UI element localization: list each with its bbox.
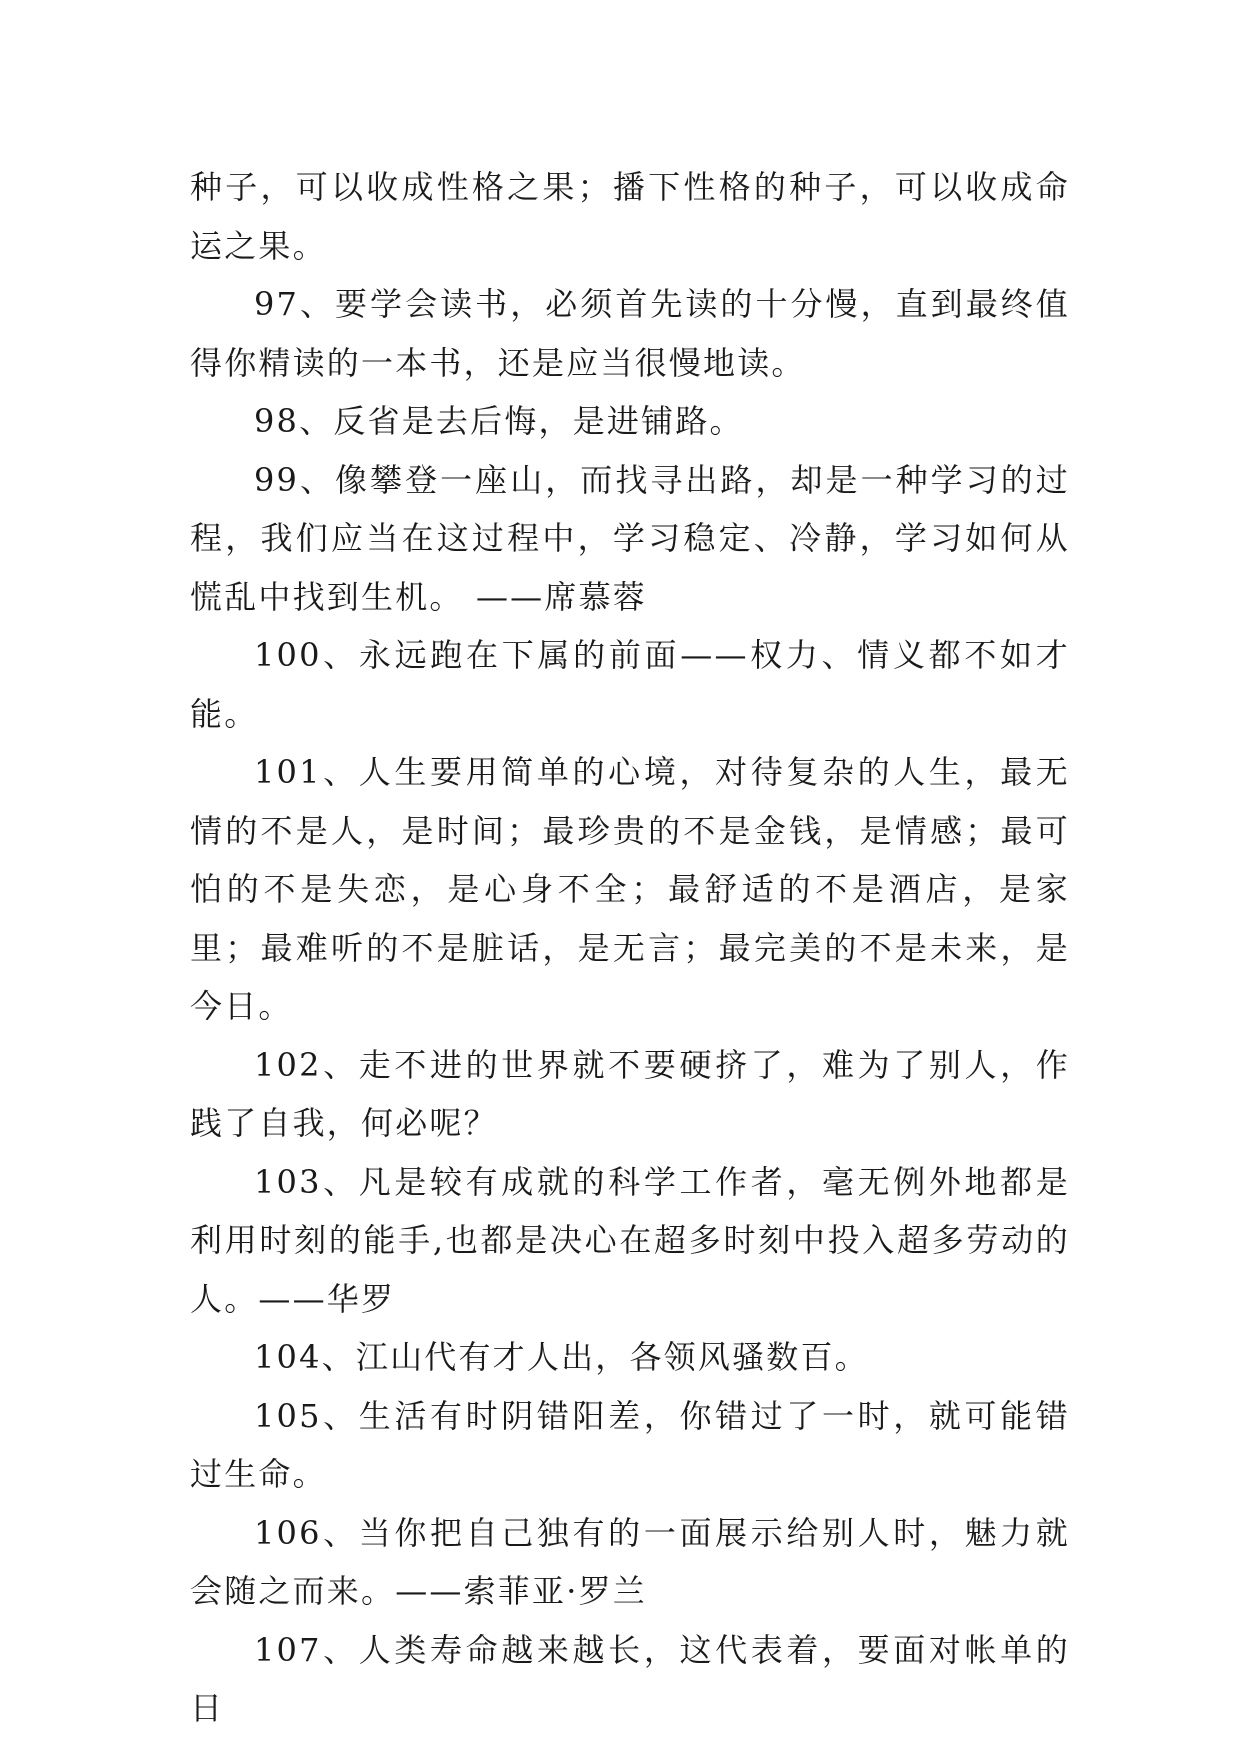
- paragraph-97: 97、要学会读书，必须首先读的十分慢，直到最终值得你精读的一本书，还是应当很慢地读。: [190, 285, 1070, 382]
- paragraph-102: 102、走不进的世界就不要硬挤了，难为了别人，作践了自我，何必呢？: [190, 1045, 1070, 1142]
- paragraph-continuation: 种子，可以收成性格之果；播下性格的种子，可以收成命运之果。: [190, 168, 1070, 265]
- paragraph-98: 98、反省是去后悔，是进铺路。: [254, 402, 744, 440]
- paragraph-99: 99、像攀登一座山，而找寻出路，却是一种学习的过程，我们应当在这过程中，学习稳定、冷静，学习如何从慌乱中找到生机。 ——席慕蓉: [190, 460, 1070, 616]
- paragraph-103: 103、凡是较有成就的科学工作者，毫无例外地都是利用时刻的能手,也都是决心在超多时刻中投入超多劳动的人。——华罗: [190, 1162, 1070, 1318]
- paragraph-101: 101、人生要用简单的心境，对待复杂的人生，最无情的不是人，是时间；最珍贵的不是金钱，是情感；最可怕的不是失恋，是心身不全；最舒适的不是酒店，是家里；最难听的不是脏话，是无言；最完美的不是未来，是今日。: [190, 753, 1070, 1025]
- paragraph-100: 100、永远跑在下属的前面——权力、情义都不如才能。: [190, 636, 1070, 733]
- paragraph-107: 107、人类寿命越来越长，这代表着，要面对帐单的日: [190, 1630, 1070, 1727]
- document-body: [190, 158, 1070, 1738]
- paragraph-106: 106、当你把自己独有的一面展示给别人时，魅力就会随之而来。——索菲亚·罗兰: [190, 1513, 1070, 1610]
- paragraph-105: 105、生活有时阴错阳差，你错过了一时，就可能错过生命。: [190, 1396, 1070, 1493]
- paragraph-104: 104、江山代有才人出，各领风骚数百。: [254, 1338, 869, 1376]
